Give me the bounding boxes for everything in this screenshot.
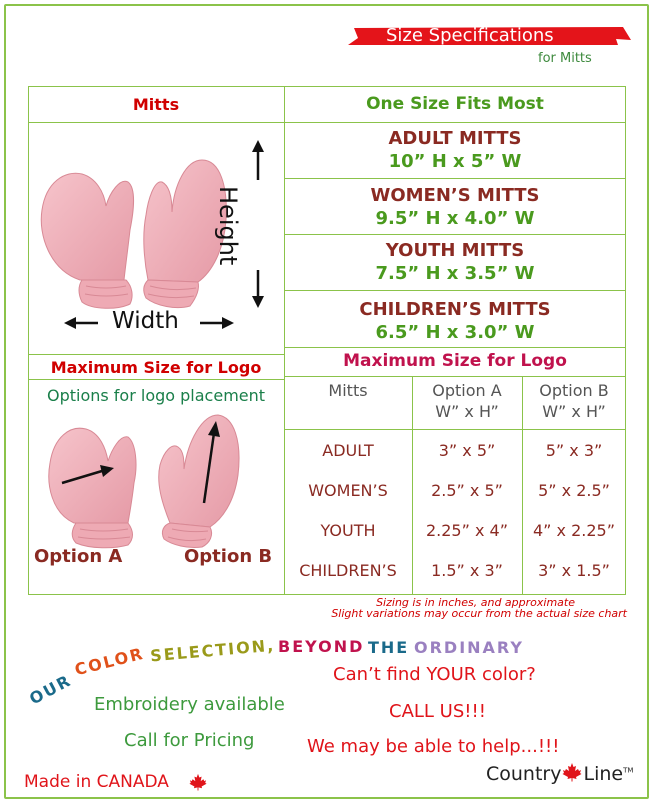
brand-logo [486,762,633,785]
brand-maple-leaf-icon [562,762,582,782]
size-dimensions: 10” H x 5” W [388,151,522,172]
slogan-word: COLOR [72,643,147,680]
table-cell: 1.5” x 3” [431,561,503,580]
call-pricing-text: Call for Pricing [124,730,255,751]
call-us-text: CALL US!!! [389,701,486,722]
logo-placement-illustration [30,405,282,550]
size-name: YOUTH MITTS [385,240,525,261]
divider [28,379,284,380]
slogan-word: BEYOND [278,637,365,656]
size-dimensions: 6.5” H x 3.0” W [375,322,535,343]
table-cell: 3” x 5” [438,441,496,460]
variation-note: Slight variations may occur from the actual size chart [331,607,627,620]
size-name: ADULT MITTS [388,128,522,149]
table-row-label: YOUTH [320,521,376,540]
height-arrow-icon [252,140,264,308]
column-header-mitts: Mitts [132,95,180,114]
option-a-label: Option A [34,546,123,567]
slogan-word: THE [368,638,410,657]
table-cell: 4” x 2.25” [532,521,616,540]
slogan-word: ORDINARY [414,638,524,657]
table-cell: 2.25” x 4” [425,521,509,540]
brand-name-right: Line [583,763,624,785]
divider [284,429,626,430]
page-subtitle: for Mitts [538,51,592,66]
divider [284,376,626,377]
size-dimensions: 7.5” H x 3.5” W [375,263,535,284]
logo-max-size-title-left: Maximum Size for Logo [50,358,262,377]
divider [28,354,284,355]
brand-name-left: Country [486,763,562,785]
sizing-note: Sizing is in inches, and approximate [376,596,575,609]
left-mitten-icon [41,173,133,308]
logo-table-header: Option B [539,381,609,400]
logo-max-size-title-right: Maximum Size for Logo [343,351,567,371]
made-in-canada-text: Made in CANADA [24,772,169,792]
option-b-mitten-icon [159,415,239,548]
size-dimensions: 9.5” H x 4.0” W [375,208,535,229]
column-header-one-size: One Size Fits Most [366,94,544,114]
cant-find-color-text: Can’t find YOUR color? [333,664,536,685]
size-name: WOMEN’S MITTS [370,185,540,206]
divider [284,290,626,291]
height-label: Height [214,186,242,266]
help-text: We may be able to help...!!! [307,736,560,757]
size-name: CHILDREN’S MITTS [359,299,551,320]
table-cell: 2.5” x 5” [431,481,503,500]
divider [284,234,626,235]
brand-trademark: TM [623,766,634,775]
logo-placement-label: Options for logo placement [46,386,266,405]
table-cell: 3” x 1.5” [538,561,610,580]
table-row-label: ADULT [322,441,374,460]
slogan-word: OUR [26,670,75,709]
logo-table-subheader: W” x H” [542,402,606,421]
page-title: Size Specifications [386,25,554,46]
divider [284,178,626,179]
embroidery-text: Embroidery available [94,694,285,715]
table-row-label: CHILDREN’S [299,561,397,580]
table-cell: 5” x 2.5” [538,481,610,500]
logo-table-header: Option A [432,381,502,400]
logo-table-subheader: W” x H” [435,402,499,421]
width-label: Width [112,308,179,334]
maple-leaf-icon [189,773,207,791]
logo-table-header: Mitts [328,381,368,400]
option-b-label: Option B [184,546,273,567]
table-cell: 5” x 3” [545,441,603,460]
option-a-mitten-icon [49,428,136,548]
divider [28,122,626,123]
divider [284,347,626,348]
table-row-label: WOMEN’S [308,481,388,500]
slogan-word: SELECTION, [149,635,276,666]
